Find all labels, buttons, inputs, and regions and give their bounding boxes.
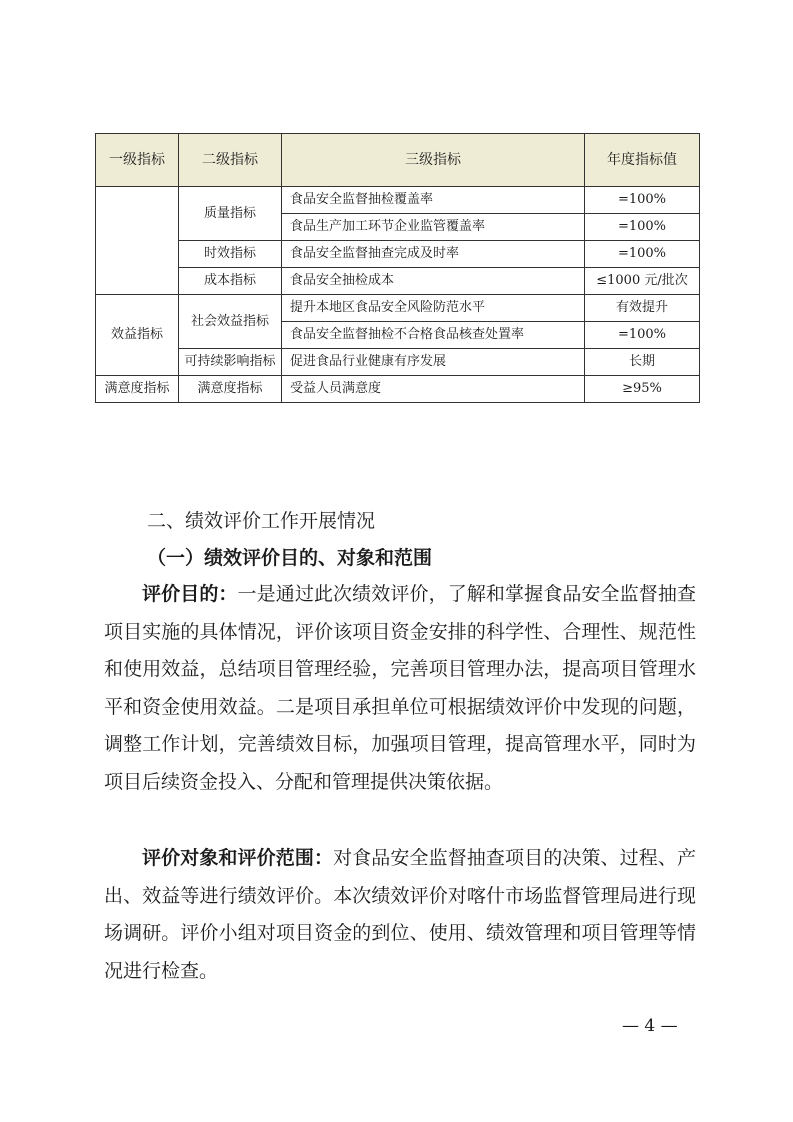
table-row [96, 349, 700, 376]
indicator-name: 食品安全抽检成本 [282, 268, 585, 295]
satisfaction-level1-cell: 满意度指标 [96, 376, 179, 403]
paragraph-lead: 评价对象和评价范围： [142, 847, 334, 869]
table-row [96, 376, 700, 403]
paragraph-lead: 评价目的： [142, 583, 238, 605]
sustainability-indicator-cell: 可持续影响指标 [179, 349, 282, 376]
section-title: 二、绩效评价工作开展情况 [147, 510, 376, 532]
table-row [96, 268, 700, 295]
evaluation-purpose-paragraph [104, 576, 696, 801]
social-benefit-cell: 社会效益指标 [179, 295, 282, 349]
table-row [96, 187, 700, 214]
indicator-name: 受益人员满意度 [282, 376, 585, 403]
indicator-value: 有效提升 [585, 295, 700, 322]
indicator-name: 食品生产加工环节企业监管覆盖率 [282, 214, 585, 241]
level1-output-cell [96, 187, 179, 295]
header-annual-value: 年度指标值 [585, 134, 700, 187]
header-level2: 二级指标 [179, 134, 282, 187]
table-row [96, 295, 700, 322]
indicator-name: 食品安全监督抽查完成及时率 [282, 241, 585, 268]
performance-indicator-table [95, 133, 700, 403]
quality-indicator-cell: 质量指标 [179, 187, 282, 241]
page-number: — 4 — [622, 1016, 678, 1036]
satisfaction-level2-cell: 满意度指标 [179, 376, 282, 403]
cost-indicator-cell: 成本指标 [179, 268, 282, 295]
indicator-value: 长期 [585, 349, 700, 376]
subsection-title: （一）绩效评价目的、对象和范围 [147, 547, 433, 569]
paragraph-text: 一是通过此次绩效评价，了解和掌握食品安全监督抽查项目实施的具体情况，评价该项目资金安排的科学性、合理性、规范性和使用效益，总结项目管理经验，完善项目管理办法，提高项目管理水平和资金使用效益。二是项目承担单位可根据绩效评价中发现的问题，调整工作计划，完善绩效目标，加强项目管理，提高管理水平，同时为项目后续资金投入、分配和管理提供决策依据。 [104, 583, 696, 793]
indicator-name: 促进食品行业健康有序发展 [282, 349, 585, 376]
indicator-value: ≤1000 元/批次 [585, 268, 700, 295]
header-level3: 三级指标 [282, 134, 585, 187]
indicator-value: =100% [585, 214, 700, 241]
paragraph-text: 对食品安全监督抽查项目的决策、过程、产出、效益等进行绩效评价。本次绩效评价对喀什市场监督管理局进行现场调研。评价小组对项目资金的到位、使用、绩效管理和项目管理等情况进行检查。 [104, 847, 696, 982]
evaluation-scope-paragraph [104, 840, 696, 990]
table-header-row [96, 134, 700, 187]
indicator-value: =100% [585, 187, 700, 214]
timeliness-indicator-cell: 时效指标 [179, 241, 282, 268]
indicator-name: 提升本地区食品安全风险防范水平 [282, 295, 585, 322]
header-level1: 一级指标 [96, 134, 179, 187]
table-row [96, 241, 700, 268]
indicator-value: =100% [585, 241, 700, 268]
benefit-indicator-cell: 效益指标 [96, 295, 179, 376]
indicator-name: 食品安全监督抽检不合格食品核查处置率 [282, 322, 585, 349]
indicator-value: ≥95% [585, 376, 700, 403]
indicator-name: 食品安全监督抽检覆盖率 [282, 187, 585, 214]
indicator-value: =100% [585, 322, 700, 349]
